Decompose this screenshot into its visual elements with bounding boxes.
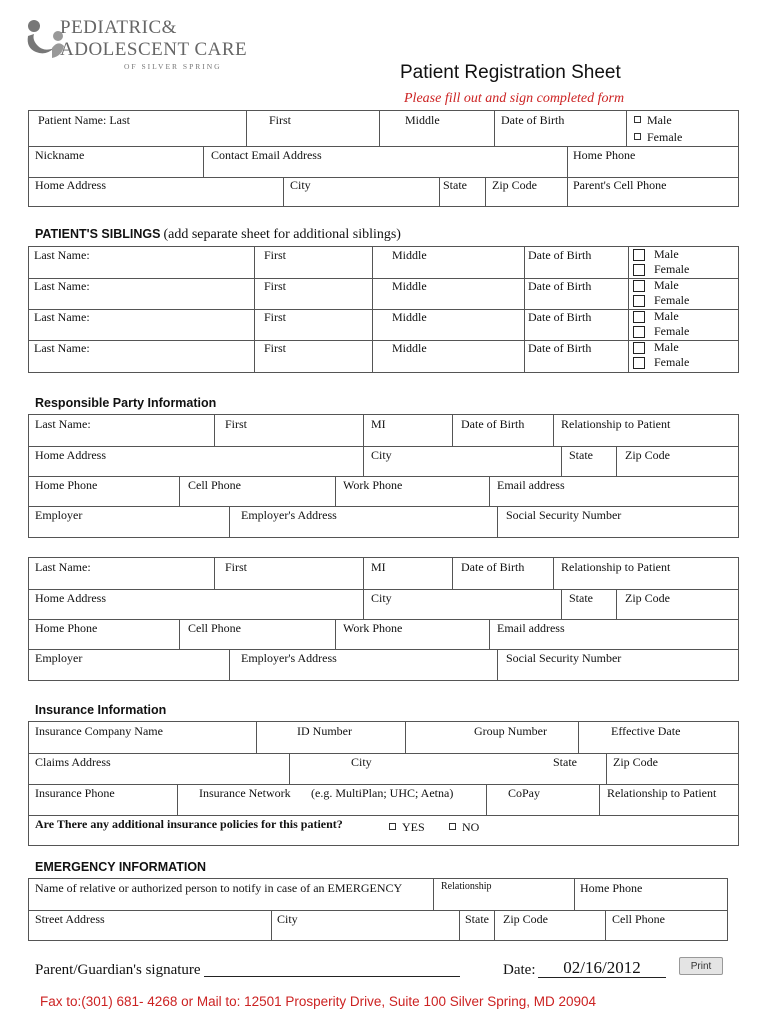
responsible-mi-field[interactable]: MI: [371, 560, 386, 574]
insurance-copay-field[interactable]: CoPay: [508, 786, 541, 800]
patient-female-option[interactable]: Female: [634, 130, 682, 144]
checkbox-icon[interactable]: [634, 133, 641, 140]
checkbox-icon[interactable]: [633, 342, 645, 354]
patient-home-address-field[interactable]: Home Address: [35, 178, 106, 192]
responsible-employer-field[interactable]: Employer: [35, 651, 83, 665]
patient-last-field[interactable]: Patient Name: Last: [38, 113, 130, 127]
responsible-first-field[interactable]: First: [225, 560, 248, 574]
responsible-dob-field[interactable]: Date of Birth: [461, 560, 525, 574]
patient-city-field[interactable]: City: [290, 178, 311, 192]
responsible-zip-field[interactable]: Zip Code: [625, 448, 670, 462]
responsible-state-field[interactable]: State: [569, 591, 593, 605]
emergency-city-field[interactable]: City: [277, 912, 298, 926]
checkbox-icon[interactable]: [449, 823, 456, 830]
insurance-table: [28, 721, 739, 846]
insurance-heading: Insurance Information: [35, 703, 167, 717]
patient-email-field[interactable]: Contact Email Address: [211, 148, 322, 162]
emergency-relationship-field[interactable]: Relationship: [441, 881, 492, 892]
responsible-home-phone-field[interactable]: Home Phone: [35, 478, 98, 492]
responsible-party-table: [28, 414, 739, 538]
insurance-relationship-field[interactable]: Relationship to Patient: [607, 786, 717, 800]
insurance-state-field[interactable]: State: [553, 755, 577, 769]
checkbox-icon[interactable]: [633, 295, 645, 307]
sibling-female-label: Female: [654, 324, 690, 338]
sibling-female-label: Female: [654, 293, 690, 307]
insurance-network-example: (e.g. MultiPlan; UHC; Aetna): [311, 786, 454, 800]
patient-first-field[interactable]: First: [269, 113, 292, 127]
insurance-city-field[interactable]: City: [351, 755, 372, 769]
insurance-group-field[interactable]: Group Number: [474, 724, 547, 738]
sibling-first-field[interactable]: First: [264, 248, 287, 262]
responsible-dob-field[interactable]: Date of Birth: [461, 417, 525, 431]
insurance-id-field[interactable]: ID Number: [297, 724, 352, 738]
sibling-dob-field[interactable]: Date of Birth: [528, 248, 592, 262]
sibling-last-field[interactable]: Last Name:: [34, 310, 90, 324]
responsible-email-field[interactable]: Email address: [497, 478, 565, 492]
sibling-dob-field[interactable]: Date of Birth: [528, 279, 592, 293]
sibling-first-field[interactable]: First: [264, 310, 287, 324]
sibling-female-option[interactable]: [633, 262, 689, 276]
sibling-middle-field[interactable]: Middle: [392, 310, 427, 324]
responsible-city-field[interactable]: City: [371, 448, 392, 462]
emergency-cell-field[interactable]: Cell Phone: [612, 912, 665, 926]
responsible-party-table: [28, 557, 739, 681]
checkbox-icon[interactable]: [633, 311, 645, 323]
patient-male-option[interactable]: Male: [634, 113, 672, 127]
sibling-dob-field[interactable]: Date of Birth: [528, 310, 592, 324]
insurance-phone-field[interactable]: Insurance Phone: [35, 786, 115, 800]
sibling-male-label: Male: [654, 340, 679, 354]
emergency-name-field[interactable]: Name of relative or authorized person to notify in case of an EMERGENCY: [35, 881, 403, 895]
responsible-last-field[interactable]: Last Name:: [35, 560, 91, 574]
logo-line-2: ADOLESCENT CARE: [60, 39, 248, 60]
insurance-effective-date-field[interactable]: Effective Date: [611, 724, 681, 738]
sibling-female-label: Female: [654, 355, 690, 369]
print-button[interactable]: Print: [679, 957, 723, 975]
sibling-middle-field[interactable]: Middle: [392, 341, 427, 355]
responsible-ssn-field[interactable]: Social Security Number: [506, 651, 622, 665]
emergency-table: [28, 878, 728, 941]
responsible-work-phone-field[interactable]: Work Phone: [343, 478, 403, 492]
responsible-ssn-field[interactable]: Social Security Number: [506, 508, 622, 522]
responsible-work-phone-field[interactable]: Work Phone: [343, 621, 403, 635]
sibling-male-option[interactable]: [633, 340, 679, 354]
responsible-cell-phone-field[interactable]: Cell Phone: [188, 621, 241, 635]
date-label: Date:: [503, 962, 536, 978]
responsible-last-field[interactable]: Last Name:: [35, 417, 91, 431]
emergency-home-phone-field[interactable]: Home Phone: [580, 881, 643, 895]
sibling-last-field[interactable]: Last Name:: [34, 279, 90, 293]
sibling-female-option[interactable]: [633, 324, 689, 338]
patient-state-field[interactable]: State: [443, 178, 467, 192]
sibling-male-label: Male: [654, 247, 679, 261]
responsible-state-field[interactable]: State: [569, 448, 593, 462]
page-subtitle: Please fill out and sign completed form: [404, 91, 625, 106]
patient-nickname-field[interactable]: Nickname: [35, 148, 85, 162]
siblings-heading: PATIENT'S SIBLINGS (add separate sheet for additional siblings): [35, 227, 401, 242]
responsible-city-field[interactable]: City: [371, 591, 392, 605]
responsible-first-field[interactable]: First: [225, 417, 248, 431]
patient-home-phone-field[interactable]: Home Phone: [573, 148, 636, 162]
sibling-male-option[interactable]: [633, 278, 679, 292]
responsible-home-address-field[interactable]: Home Address: [35, 591, 106, 605]
checkbox-icon[interactable]: [633, 326, 645, 338]
checkbox-icon[interactable]: [389, 823, 396, 830]
page-title: Patient Registration Sheet: [400, 62, 621, 83]
insurance-network-field[interactable]: Insurance Network: [199, 786, 291, 800]
checkbox-icon[interactable]: [633, 357, 645, 369]
sibling-male-option[interactable]: [633, 309, 679, 323]
sibling-male-option[interactable]: [633, 247, 679, 261]
sibling-female-option[interactable]: [633, 293, 689, 307]
sibling-last-field[interactable]: Last Name:: [34, 248, 90, 262]
sibling-dob-field[interactable]: Date of Birth: [528, 341, 592, 355]
footer-fax-mail: Fax to:(301) 681- 4268 or Mail to: 12501 Prosperity Drive, Suite 100 Silver Spring, MD 20904: [40, 994, 597, 1009]
sibling-first-field[interactable]: First: [264, 341, 287, 355]
responsible-relationship-field[interactable]: Relationship to Patient: [561, 560, 671, 574]
checkbox-icon[interactable]: [634, 116, 641, 123]
responsible-home-address-field[interactable]: Home Address: [35, 448, 106, 462]
patient-middle-field[interactable]: Middle: [405, 113, 440, 127]
patient-zip-field[interactable]: Zip Code: [492, 178, 537, 192]
insurance-company-field[interactable]: Insurance Company Name: [35, 724, 163, 738]
responsible-heading: Responsible Party Information: [35, 396, 217, 410]
responsible-mi-field[interactable]: MI: [371, 417, 386, 431]
emergency-state-field[interactable]: State: [465, 912, 489, 926]
logo-line-3: OF SILVER SPRING: [124, 62, 222, 71]
insurance-claims-address-field[interactable]: Claims Address: [35, 755, 111, 769]
signature-label: Parent/Guardian's signature: [35, 962, 201, 978]
sibling-female-label: Female: [654, 262, 690, 276]
patient-dob-field[interactable]: Date of Birth: [501, 113, 565, 127]
responsible-employer-address-field[interactable]: Employer's Address: [241, 651, 337, 665]
responsible-relationship-field[interactable]: Relationship to Patient: [561, 417, 671, 431]
insurance-zip-field[interactable]: Zip Code: [613, 755, 658, 769]
insurance-yes-option[interactable]: YES: [389, 820, 425, 834]
checkbox-icon[interactable]: [633, 264, 645, 276]
sibling-middle-field[interactable]: Middle: [392, 248, 427, 262]
patient-parent-cell-field[interactable]: Parent's Cell Phone: [573, 178, 667, 192]
responsible-employer-address-field[interactable]: Employer's Address: [241, 508, 337, 522]
insurance-additional-question: Are There any additional insurance policies for this patient?: [35, 817, 343, 831]
checkbox-icon[interactable]: [633, 280, 645, 292]
sibling-first-field[interactable]: First: [264, 279, 287, 293]
logo-line-1: PEDIATRIC&: [60, 17, 177, 38]
sibling-last-field[interactable]: Last Name:: [34, 341, 90, 355]
sibling-middle-field[interactable]: Middle: [392, 279, 427, 293]
date-value[interactable]: 02/16/2012: [538, 959, 666, 978]
insurance-no-option[interactable]: NO: [449, 820, 479, 834]
sibling-male-label: Male: [654, 278, 679, 292]
responsible-cell-phone-field[interactable]: Cell Phone: [188, 478, 241, 492]
patient-table: [28, 110, 739, 207]
checkbox-icon[interactable]: [633, 249, 645, 261]
sibling-male-label: Male: [654, 309, 679, 323]
responsible-home-phone-field[interactable]: Home Phone: [35, 621, 98, 635]
emergency-zip-field[interactable]: Zip Code: [503, 912, 548, 926]
emergency-street-field[interactable]: Street Address: [35, 912, 105, 926]
responsible-email-field[interactable]: Email address: [497, 621, 565, 635]
logo: [24, 14, 248, 76]
sibling-female-option[interactable]: [633, 355, 689, 369]
responsible-zip-field[interactable]: Zip Code: [625, 591, 670, 605]
responsible-employer-field[interactable]: Employer: [35, 508, 83, 522]
emergency-heading: EMERGENCY INFORMATION: [35, 860, 207, 874]
signature-line[interactable]: [204, 976, 460, 977]
